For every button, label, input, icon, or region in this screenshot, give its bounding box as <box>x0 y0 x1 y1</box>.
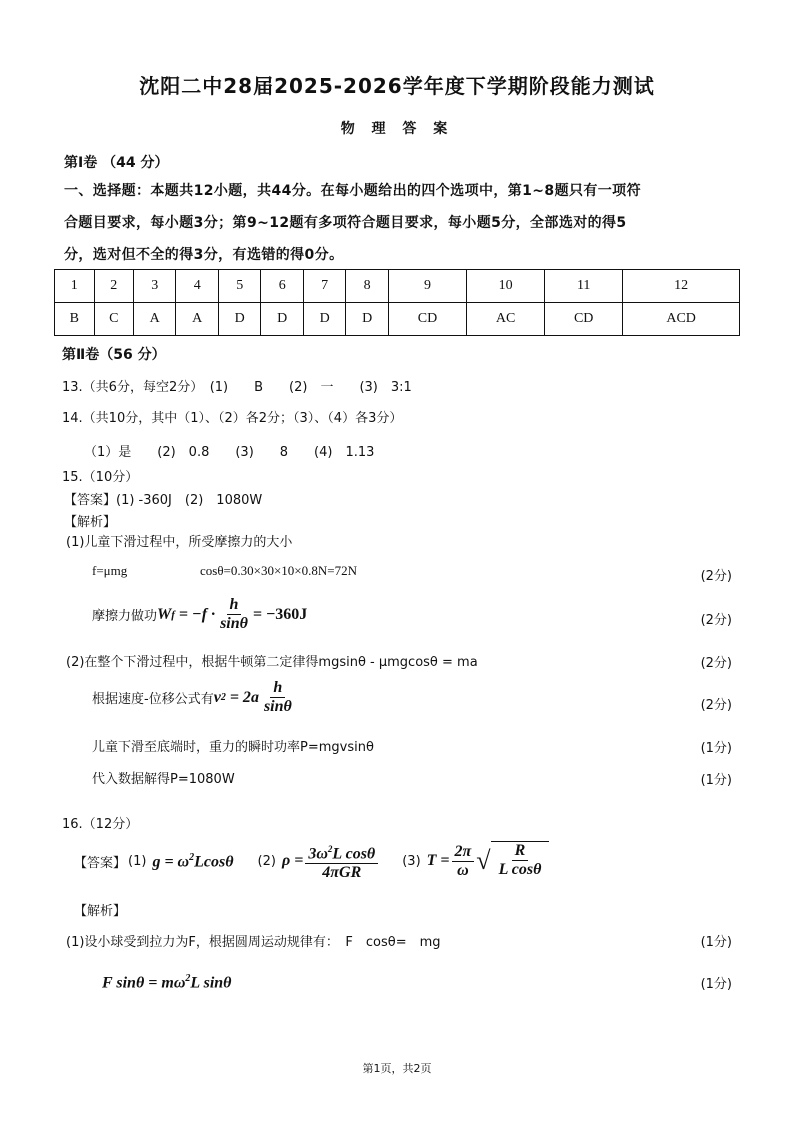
page-title: 沈阳二中28届2025-2026学年度下学期阶段能力测试 <box>139 74 655 98</box>
q15-velocity-label: 根据速度-位移公式有 <box>92 692 214 707</box>
q13-answer: 13.（共6分，每空2分） (1) B (2) 一 (3) 3:1 <box>62 380 412 395</box>
q16-step-1: (1)设小球受到拉力为F，根据圆周运动规律有： F cosθ= mg <box>66 935 441 950</box>
q15-points: (2分) <box>700 698 732 713</box>
q15-friction-formula: f=μmg <box>92 563 128 578</box>
q16-formula-t: T = $\frac{2\pi}{\omega}$ √ $\frac{R}{\text{L cosθ}}$ <box>427 841 550 881</box>
question-number: 9 <box>388 270 466 303</box>
part2-heading: 第Ⅱ卷（56 分） <box>62 347 166 363</box>
q16-analysis-label: 【解析】 <box>74 904 127 919</box>
q16-formula-centripetal: F $\sin\theta = m\omega^2L$ sinθ <box>102 973 232 992</box>
question-number: 3 <box>134 270 176 303</box>
q15-work-formula: W f = − f · $\frac{h}{\sin\theta}$ = −360J <box>157 596 308 632</box>
answer-cell: A <box>134 303 176 336</box>
answer-cell: ACD <box>623 303 740 336</box>
page-footer: 第1页，共2页 <box>362 1062 432 1075</box>
q15-velocity-line <box>92 679 297 716</box>
answer-cell: A <box>176 303 218 336</box>
q15-step-power: 儿童下滑至底端时，重力的瞬时功率P=mgvsinθ <box>92 740 374 755</box>
q16-points: (1分) <box>700 935 732 950</box>
q15-step-result: 代入数据解得P=1080W <box>92 772 235 787</box>
question-number: 7 <box>303 270 345 303</box>
q16-answer-label: 【答案】 <box>74 855 127 871</box>
part1-intro-line2: 合题目要求，每小题3分；第9~12题有多项符合题目要求，每小题5分，全部选对的得5 <box>64 215 627 231</box>
q15-points: (1分) <box>700 741 732 756</box>
q15-points: (2分) <box>700 656 732 671</box>
part1-intro-line1: 一、选择题：本题共12小题，共44分。在每小题给出的四个选项中，第1~8题只有一项符 <box>64 183 641 199</box>
answer-cell: D <box>261 303 303 336</box>
answer-table-answer-row <box>55 303 740 336</box>
answer-cell: D <box>218 303 260 336</box>
part1-heading: 第Ⅰ卷 （44 分） <box>64 155 169 171</box>
question-number: 12 <box>623 270 740 303</box>
question-number: 4 <box>176 270 218 303</box>
q15-step-1: (1)儿童下滑过程中，所受摩擦力的大小 <box>66 535 293 550</box>
answer-cell: D <box>303 303 345 336</box>
answer-cell: C <box>94 303 134 336</box>
q15-points: (2分) <box>700 569 732 584</box>
q14-heading: 14.（共10分，其中（1）、（2）各2分；（3）、（4）各3分） <box>62 411 403 426</box>
question-number: 6 <box>261 270 303 303</box>
q15-answer: 【答案】(1) -360J (2) 1080W <box>64 493 263 508</box>
q16-answer-line: 【答案】 (1) $g = \omega^2Lcos\theta$ (2) ρ = $\frac{3\omega^2L \cos\theta}{\text{4πGR}}$ (3) T = $\frac{2\pi}{\omega}$ √ $\frac{R}{\text{L cosθ}}$ <box>74 840 549 882</box>
q15-analysis-label: 【解析】 <box>64 515 117 530</box>
answer-cell: D <box>346 303 388 336</box>
answer-cell: CD <box>388 303 466 336</box>
question-number: 1 <box>55 270 95 303</box>
q15-points: (1分) <box>700 773 732 788</box>
q15-step-newton: (2)在整个下滑过程中，根据牛顿第二定律得mgsinθ - μmgcosθ = ma <box>66 655 478 670</box>
question-number: 8 <box>346 270 388 303</box>
question-number: 10 <box>467 270 545 303</box>
answer-table <box>54 269 740 336</box>
q16-formula-rho: ρ = $\frac{3\omega^2L \cos\theta}{\text{4πGR}}$ <box>282 840 380 882</box>
q15-work-label: 摩擦力做功 <box>92 609 158 624</box>
q15-friction-value: cosθ=0.30×30×10×0.8N=72N <box>200 563 357 578</box>
q16-formula-g: $g = \omega^2Lcos\theta$ <box>152 851 234 870</box>
q15-velocity-formula: v 2 = 2 a $\frac{h}{\sin\theta}$ <box>213 679 292 715</box>
answer-cell: B <box>55 303 95 336</box>
question-number: 11 <box>545 270 623 303</box>
question-number: 2 <box>94 270 134 303</box>
question-number: 5 <box>218 270 260 303</box>
q16-heading: 16.（12分） <box>62 817 139 832</box>
page-subtitle: 物 理 答 案 <box>340 121 454 137</box>
q15-heading: 15.（10分） <box>62 470 139 485</box>
part1-intro-line3: 分，选对但不全的得3分，有选错的得0分。 <box>64 247 344 263</box>
answer-cell: CD <box>545 303 623 336</box>
q15-work-line <box>92 596 307 633</box>
answer-cell: AC <box>467 303 545 336</box>
q16-points: (1分) <box>700 977 732 992</box>
answer-table-number-row <box>55 270 740 303</box>
q15-points: (2分) <box>700 613 732 628</box>
q14-answer: （1）是 (2) 0.8 (3) 8 (4) 1.13 <box>84 445 375 460</box>
